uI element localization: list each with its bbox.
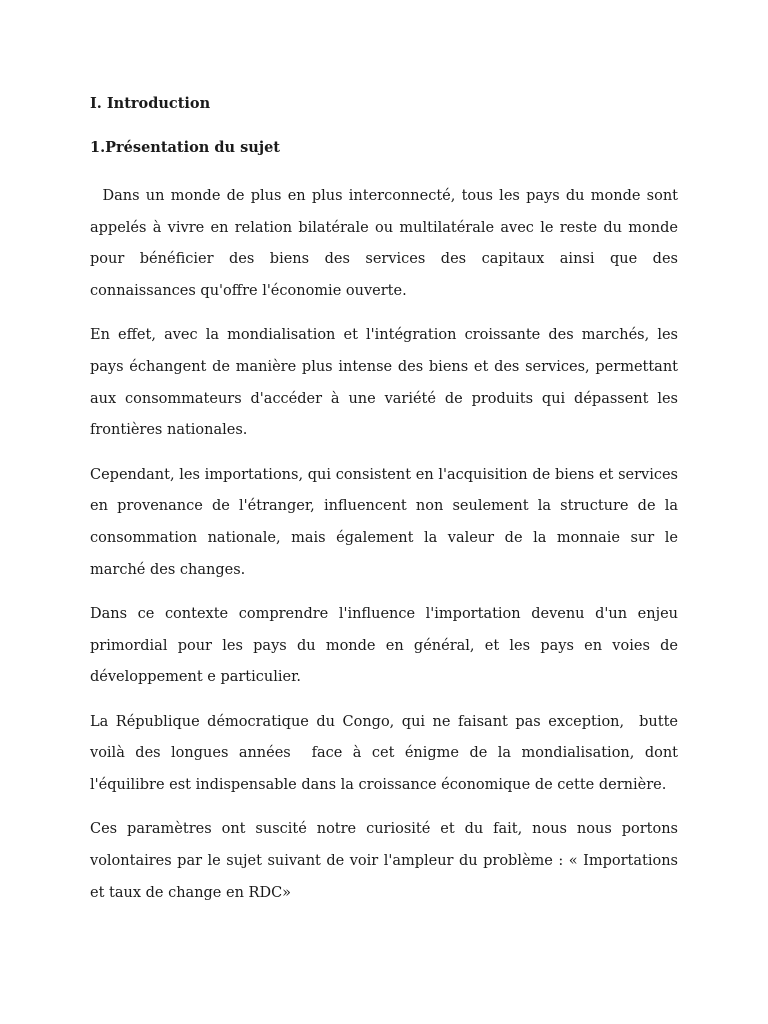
subsection-heading: 1.Présentation du sujet [90,139,281,156]
paragraph-1: Dans un monde de plus en plus interconnecté, tous les pays du monde sont appelés à vivre en relation bilatérale ou multilatérale avec le reste du monde pour bénéficier des biens des services des capitaux ainsi que des connaissances qu'offre l'économie ouverte. [90,188,683,300]
paragraph-3: Cependant, les importations, qui consistent en l'acquisition de biens et services en provenance de l'étranger, influencent non seulement la structure de la consommation nationale, mais également la valeur de la monnaie sur le marché des changes. [90,466,683,578]
document-page [90,93,683,922]
paragraph-2: En effet, avec la mondialisation et l'intégration croissante des marchés, les pays échangent de manière plus intense des biens et des services, permettant aux consommateurs d'accéder à une variété de produits qui dépassent les frontières nationales. [90,327,683,439]
section-heading: I. Introduction [90,95,211,112]
paragraph-5: La République démocratique du Congo, qui ne faisant pas exception, butte voilà des longues années face à cet énigme de la mondialisation, dont l'équilibre est indispensable dans la croissance économique de cette dernière. [90,713,683,793]
paragraph-4: Dans ce contexte comprendre l'influence l'importation devenu d'un enjeu primordial pour les pays du monde en général, et les pays en voies de développement e particulier. [90,605,683,686]
paragraph-6: Ces paramètres ont suscité notre curiosité et du fait, nous nous portons volontaires par le sujet suivant de voir l'ampleur du problème : « Importations et taux de change en RDC» [90,821,683,901]
